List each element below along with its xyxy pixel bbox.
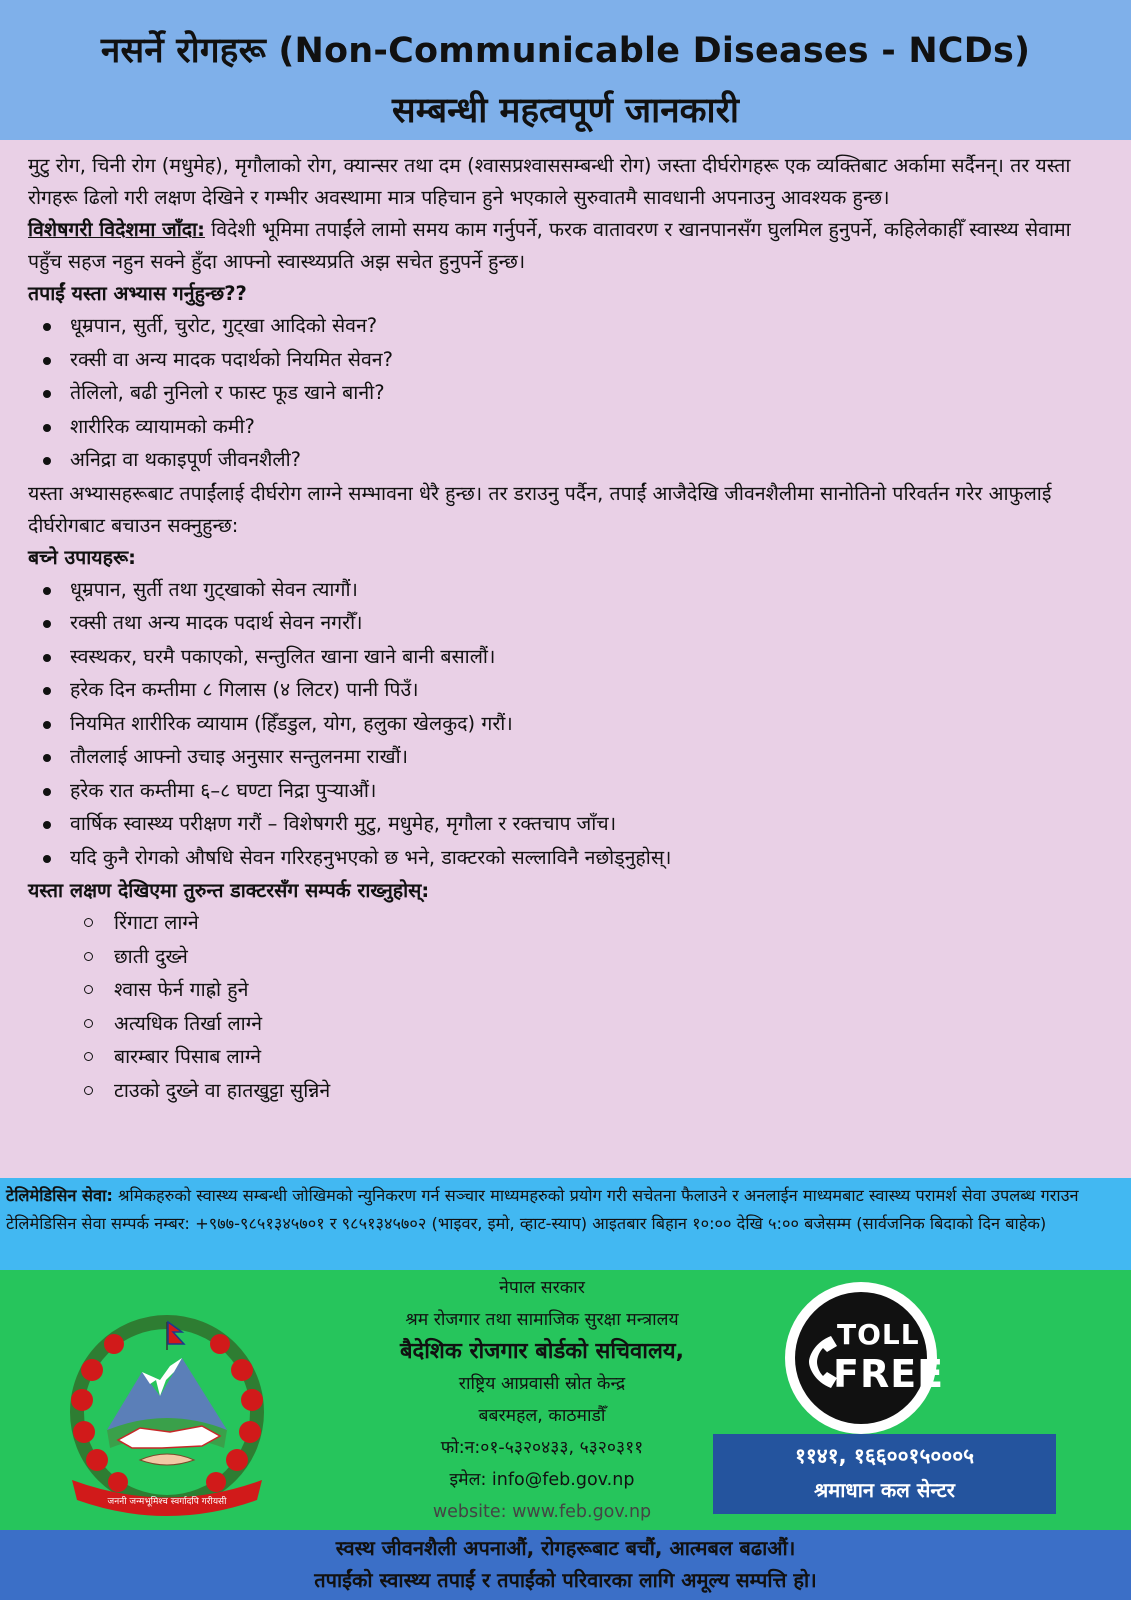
office-line: राष्ट्रिय आप्रवासी स्रोत केन्द्र [458,1374,626,1394]
list-item: अनिद्रा वा थकाइपूर्ण जीवनशैली? [28,444,1108,478]
symptoms-list [28,907,1108,1108]
list-item: टाउको दुख्ने वा हातखुट्टा सुन्निने [28,1075,1108,1109]
nepal-emblem-icon [52,1310,282,1510]
list-item: तेलिलो, बढी नुनिलो र फास्ट फूड खाने बानी? [28,377,1108,411]
habits-heading: तपाईं यस्ता अभ्यास गर्नुहुन्छ?? [28,282,247,305]
main-content [28,150,1108,1108]
title-line-1: नसर्ने रोगहरू (Non-Communicable Diseases - NCDs) [100,31,1031,71]
telemedicine-label: टेलिमेडिसिन सेवा: [6,1186,113,1205]
telemedicine-body: श्रमिकहरुको स्वास्थ्य सम्बन्धी जोखिमको न्युनिकरण गर्न सञ्चार माध्यमहरुको प्रयोग गरी सचेतना फैलाउने र अनलाईन माध्यमबाट स्वास्थ्य परामर्श सेवा उपलब्ध गराउन टेलिमेडिसिन सेवा सम्पर्क नम्बर: +९७७-९८५१३४५७०१ र ९८५१३४५७०२ (भाइवर, इमो, व्हाट-स्याप) आइतबार बिहान १०:०० देखि ५:०० बजेसम्म (सार्वजनिक बिदाको दिन बाहेक) [6,1186,1079,1233]
call-center-numbers: ११४१, १६६००१५०००५ [794,1444,975,1468]
toll-free-disc [795,1292,945,1424]
abroad-label: विशेषगरी विदेशमा जाँदा: [28,218,205,241]
list-item: रक्सी तथा अन्य मादक पदार्थ सेवन नगरौँ। [28,607,1108,641]
list-item: बारम्बार पिसाब लाग्ने [28,1041,1108,1075]
list-item: हरेक दिन कम्तीमा ८ गिलास (४ लिटर) पानी पिउँ। [28,674,1108,708]
office-line: नेपाल सरकार [499,1278,585,1298]
abroad-paragraph [28,214,1108,278]
list-item: वार्षिक स्वास्थ्य परीक्षण गरौं – विशेषगरी मुटु, मधुमेह, मृगौला र रक्तचाप जाँच। [28,808,1108,842]
symptoms-heading: यस्ता लक्षण देखिएमा तुरुन्त डाक्टरसँग सम्पर्क राख्नुहोस्: [28,879,430,902]
list-item: रिंगाटा लाग्ने [28,907,1108,941]
habits-list [28,310,1108,478]
risk-paragraph: यस्ता अभ्यासहरूबाट तपाईंलाई दीर्घरोग लाग्ने सम्भावना धेरै हुन्छ। तर डराउनु पर्दैन, तपाईं आजैदेखि जीवनशैलीमा सानोतिनो परिवर्तन गरेर आफुलाई दीर्घरोगबाट बचाउन सक्नुहुन्छ: [28,481,1052,537]
call-center-box [713,1434,1056,1514]
prevention-list [28,574,1108,876]
title-banner [0,0,1131,140]
list-item: स्वस्थकर, घरमै पकाएको, सन्तुलित खाना खाने बानी बसालौं। [28,641,1108,675]
abroad-text: विदेशी भूमिमा तपाईंले लामो समय काम गर्नुपर्ने, फरक वातावरण र खानपानसँग घुलमिल हुनुपर्ने, कहिलेकाहीँ स्वास्थ्य सेवामा पहुँच सहज नहुन सक्ने हुँदा आफ्नो स्वास्थ्यप्रति अझ सचेत हुनुपर्ने हुन्छ। [28,218,1071,273]
call-center-name: श्रमाधान कल सेन्टर [814,1478,955,1502]
prevention-heading: बच्ने उपायहरू: [28,545,136,569]
office-website: website: www.feb.gov.np [432,1502,652,1522]
office-line: बबरमहल, काठमाडौँ [478,1406,606,1426]
list-item: धूम्रपान, सुर्ती तथा गुट्खाको सेवन त्यागौं। [28,574,1108,608]
list-item: अत्यधिक तिर्खा लाग्ने [28,1008,1108,1042]
footer [0,1270,1131,1530]
toll-label: TOLL [837,1318,920,1351]
list-item: शारीरिक व्यायामको कमी? [28,411,1108,445]
title-line-2: सम्बन्धी महत्वपूर्ण जानकारी [392,91,739,131]
office-email: इमेल: info@feb.gov.np [449,1470,635,1490]
free-label: FREE [833,1352,945,1396]
toll-free-badge [785,1282,945,1434]
list-item: रक्सी वा अन्य मादक पदार्थको नियमित सेवन? [28,344,1108,378]
office-line: श्रम रोजगार तथा सामाजिक सुरक्षा मन्त्रालय [405,1310,679,1330]
list-item: श्वास फेर्न गाह्रो हुने [28,974,1108,1008]
list-item: तौललाई आफ्नो उचाइ अनुसार सन्तुलनमा राखौं। [28,741,1108,775]
intro-paragraph: मुटु रोग, चिनी रोग (मधुमेह), मृगौलाको रोग, क्यान्सर तथा दम (श्वासप्रश्वाससम्बन्धी रोग) जस्ता दीर्घरोगहरू एक व्यक्तिबाट अर्कामा सर्दैनन्। तर यस्ता रोगहरू ढिलो गरी लक्षण देखिने र गम्भीर अवस्थामा मात्र पहिचान हुने भएकाले सुरुवातमै सावधानी अपनाउनु आवश्यक हुन्छ। [28,154,1071,209]
office-phone: फो:न:०१-५३२०४३३, ५३२०३११ [440,1438,644,1458]
slogan-line-1: स्वस्थ जीवनशैली अपनाऔं, रोगहरूबाट बचौं, आत्मबल बढाऔं। [335,1536,796,1560]
slogan-line-2: तपाईंको स्वास्थ्य तपाईं र तपाईंको परिवारका लागि अमूल्य सम्पत्ति हो। [314,1568,817,1592]
list-item: यदि कुनै रोगको औषधि सेवन गरिरहनुभएको छ भने, डाक्टरको सल्लाविनै नछोड्नुहोस्। [28,842,1108,876]
emblem-motto: जननी जन्मभूमिश्च स्वर्गादपि गरीयसी [107,1497,227,1507]
list-item: छाती दुख्ने [28,941,1108,975]
telemedicine-text [6,1182,1124,1238]
list-item: नियमित शारीरिक व्यायाम (हिँडडुल, योग, हलुका खेलकुद) गरौं। [28,708,1108,742]
office-name: बैदेशिक रोजगार बोर्डको सचिवालय, [399,1339,684,1364]
slogan-banner [0,1530,1131,1600]
telemedicine-banner [0,1178,1131,1270]
list-item: धूम्रपान, सुर्ती, चुरोट, गुट्खा आदिको सेवन? [28,310,1108,344]
list-item: हरेक रात कम्तीमा ६–८ घण्टा निद्रा पुर्‍याऔं। [28,775,1108,809]
